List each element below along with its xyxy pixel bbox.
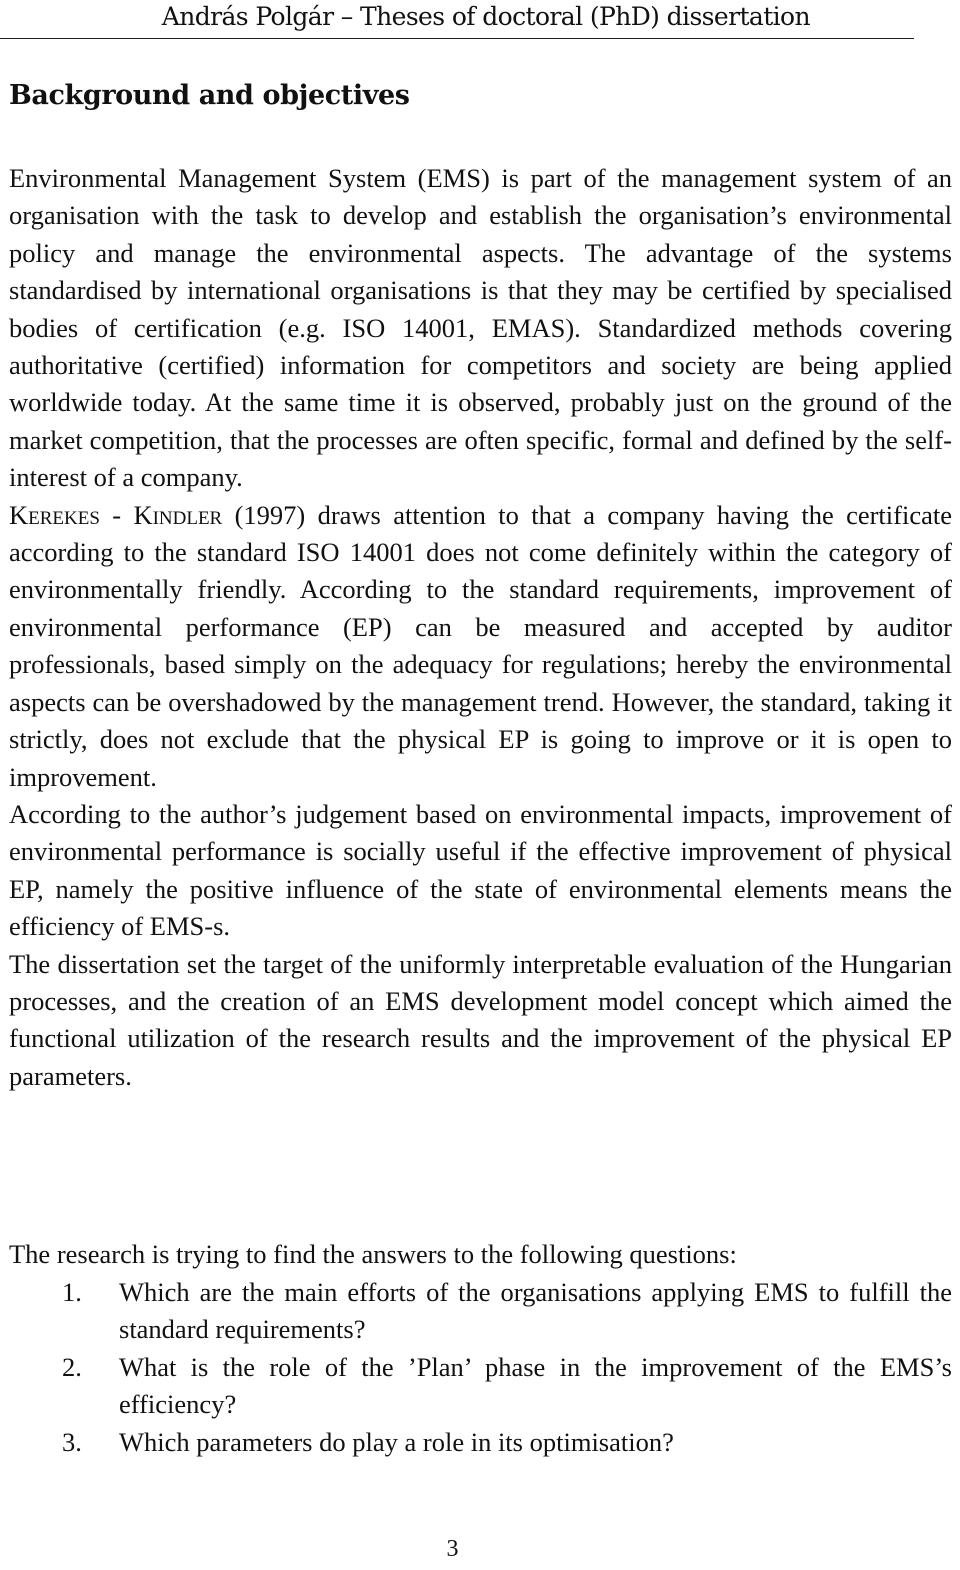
question-text: Which parameters do play a role in its optimisation? bbox=[119, 1426, 674, 1457]
body-text bbox=[9, 160, 952, 1095]
section-heading: Background and objectives bbox=[9, 80, 410, 111]
questions-intro: The research is trying to find the answers to the following questions: bbox=[9, 1239, 737, 1269]
question-text: What is the role of the ’Plan’ phase in the improvement of the EMS’s efficiency? bbox=[119, 1351, 952, 1420]
paragraph-4: The dissertation set the target of the uniformly interpretable evaluation of the Hungarian processes, and the creation of an EMS development model concept which aimed the functional utilization of the research results and the improvement of the physical EP parameters. bbox=[9, 948, 952, 1091]
paragraph-2 bbox=[9, 497, 952, 796]
question-number: 3. bbox=[62, 1426, 82, 1457]
paragraph-3: According to the author’s judgement based on environmental impacts, improvement of environmental performance is socially useful if the effective improvement of physical EP, namely the positive influence of the state of environmental elements means the efficiency of EMS-s. bbox=[9, 798, 952, 942]
question-item bbox=[62, 1274, 952, 1349]
cited-author-2: Kindler bbox=[133, 499, 223, 530]
running-header bbox=[0, 0, 914, 39]
question-item bbox=[62, 1349, 952, 1424]
author-separator: - bbox=[99, 499, 134, 530]
page-number: 3 bbox=[446, 1536, 459, 1562]
paragraph-1: Environmental Management System (EMS) is part of the management system of an organisation with the task to develop and establish the organisation’s environmental policy and manage the environmental aspects. The advantage of the systems standardised by international organisations is that they may be certified by specialised bodies of certification (e.g. ISO 14001, EMAS). Standardized methods covering authoritative (certified) information for competitors and society are being applied worldwide today. At the same time it is observed, probably just on the ground of the market competition, that the processes are often specific, formal and defined by the self-interest of a company. bbox=[9, 163, 952, 493]
question-text: Which are the main efforts of the organisations applying EMS to fulfill the standard requirements? bbox=[119, 1277, 952, 1345]
question-item bbox=[62, 1424, 952, 1461]
question-number: 1. bbox=[62, 1277, 82, 1307]
paragraph-2-text: (1997) draws attention to that a company having the certificate according to the standard ISO 14001 does not come definitely within the category of environmentally friendly. According to the standard requirements, improvement of environmental performance (EP) can be measured and accepted by auditor professionals, based simply on the adequacy for regulations; hereby the environmental aspects can be overshadowed by the management trend. However, the standard, taking it strictly, does not exclude that the physical EP is going to improve or it is open to improvement. bbox=[9, 499, 952, 792]
cited-author-1: Kerekes bbox=[9, 499, 100, 530]
running-header-title: András Polgár – Theses of doctoral (PhD) dissertation bbox=[161, 2, 810, 31]
questions-list bbox=[62, 1274, 952, 1461]
question-number: 2. bbox=[62, 1351, 82, 1382]
